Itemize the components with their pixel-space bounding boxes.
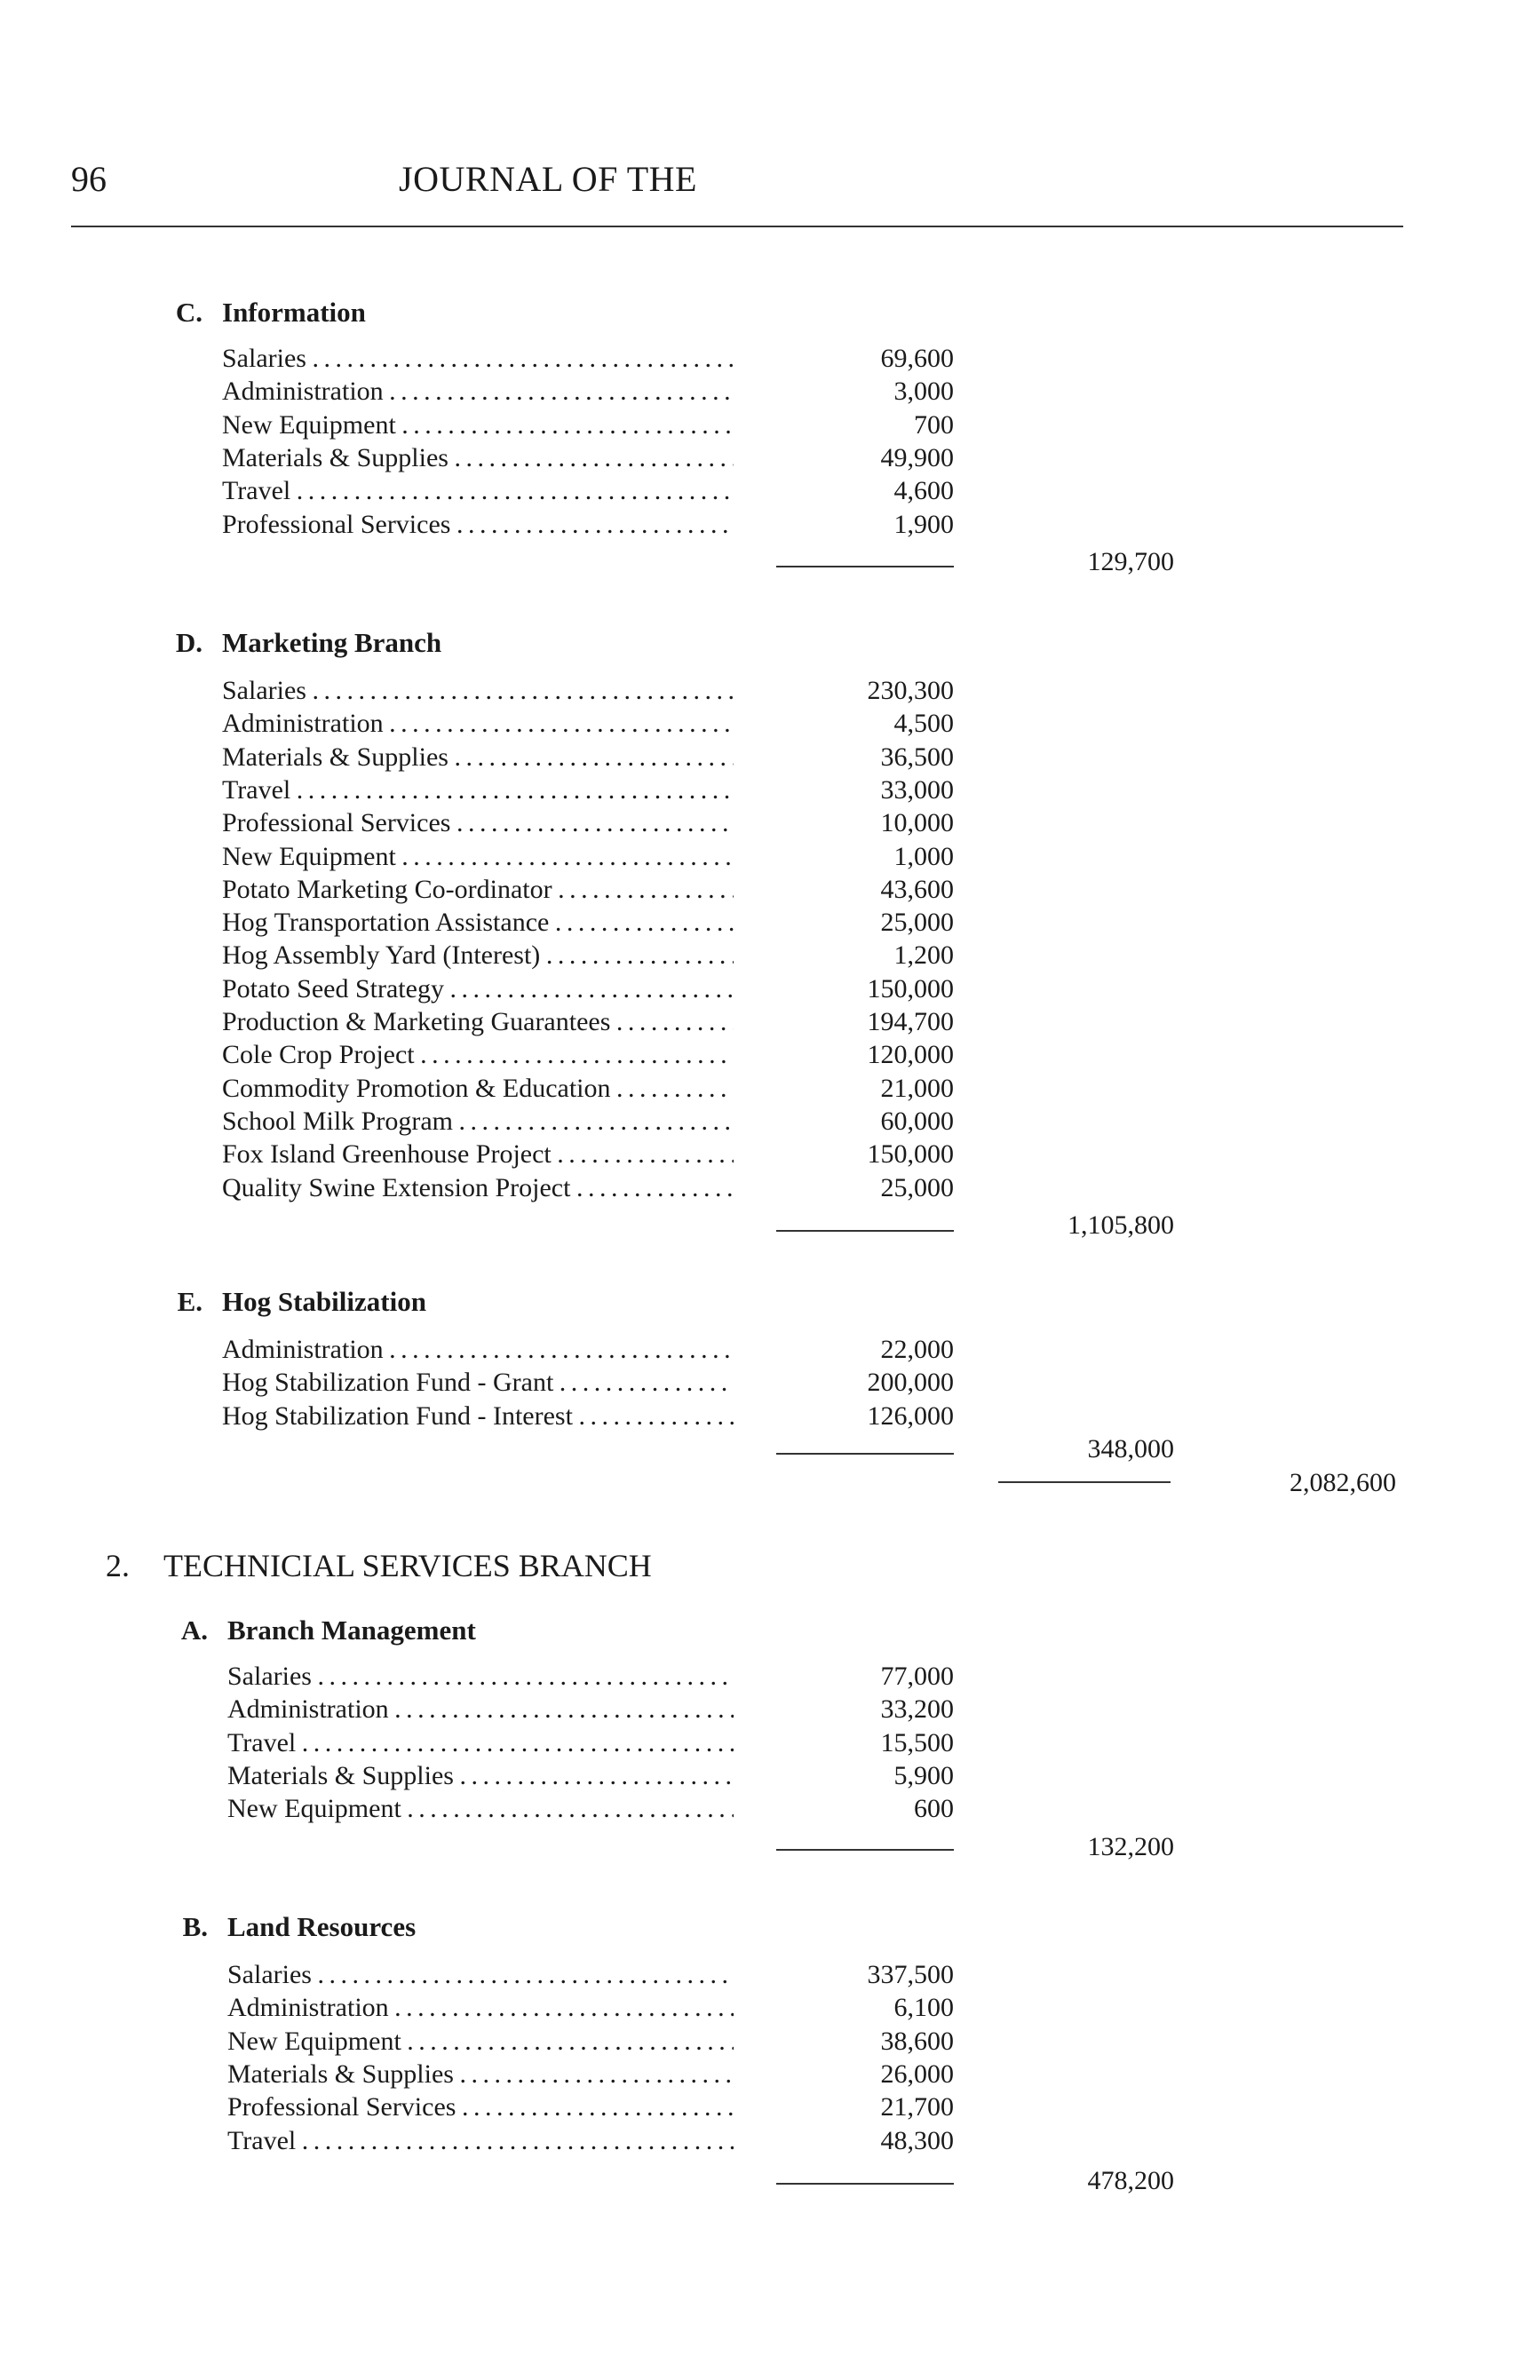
- line-item-label: Commodity Promotion & Education . . .: [222, 1073, 734, 1105]
- line-item-label: Administration . . .: [222, 1334, 734, 1366]
- branch-title: TECHNICIAL SERVICES BRANCH: [163, 1548, 652, 1583]
- subsection-letter: A.: [180, 1614, 208, 1646]
- line-item-label: New Equipment . . .: [227, 2026, 734, 2058]
- line-item-amount: 60,000: [880, 1106, 954, 1136]
- line-item-amount: 26,000: [880, 2059, 954, 2089]
- line-item-label: Quality Swine Extension Project . . .: [222, 1172, 734, 1204]
- line-item-amount: 49,900: [880, 442, 954, 472]
- subsection-title: Hog Stabilization: [222, 1286, 426, 1317]
- line-item-amount: 25,000: [880, 908, 954, 938]
- line-item-amount: 6,100: [893, 1993, 954, 2023]
- line-item-label: Hog Assembly Yard (Interest) . . .: [222, 940, 734, 972]
- line-item-label: Professional Services . . .: [227, 2091, 734, 2123]
- line-item-label: Potato Marketing Co-ordinator . . .: [222, 874, 734, 906]
- line-item-label: Administration . . .: [227, 1694, 734, 1726]
- line-item-label: Materials & Supplies . . .: [227, 1760, 734, 1792]
- line-item-label: Administration . . .: [227, 1992, 734, 2024]
- subsection-letter: C.: [175, 297, 202, 328]
- subsection-heading: [177, 1286, 426, 1318]
- line-item-amount: 150,000: [867, 1139, 954, 1170]
- subsection-subtotal: 1,105,800: [1068, 1210, 1174, 1240]
- line-item-label: Professional Services . . .: [222, 509, 734, 541]
- subtotal-rule: [776, 1230, 954, 1232]
- line-item-amount: 3,000: [893, 377, 954, 407]
- branch-heading: [106, 1547, 652, 1584]
- line-item-label: Production & Marketing Guarantees . . .: [222, 1006, 734, 1038]
- subsection-letter: B.: [182, 1911, 208, 1942]
- line-item-amount: 700: [914, 409, 954, 440]
- running-head: JOURNAL OF THE: [399, 159, 697, 199]
- subsection-heading: [175, 297, 366, 329]
- line-item-amount: 43,600: [880, 874, 954, 904]
- line-item-amount: 22,000: [880, 1335, 954, 1364]
- header-rule: [71, 226, 1403, 227]
- line-item-amount: 194,700: [867, 1007, 954, 1036]
- line-item-label: Salaries . . .: [227, 1959, 734, 1991]
- line-item-label: Hog Transportation Assistance . . .: [222, 907, 734, 939]
- line-item-label: Salaries . . .: [222, 675, 734, 707]
- line-item-label: Administration . . .: [222, 376, 734, 408]
- line-item-label: Hog Stabilization Fund - Grant . . .: [222, 1367, 734, 1399]
- subsection-heading: [182, 1911, 417, 1943]
- line-item-label: Travel . . .: [222, 774, 734, 806]
- subsection-heading: [175, 627, 442, 659]
- line-item-label: Materials & Supplies . . .: [222, 742, 734, 774]
- subtotal-rule: [776, 1453, 954, 1455]
- line-item-label: New Equipment . . .: [222, 409, 734, 441]
- line-item-amount: 33,200: [880, 1694, 954, 1725]
- line-item-label: Salaries . . .: [227, 1661, 734, 1693]
- subsection-title: Information: [222, 297, 366, 328]
- subsection-heading: [180, 1614, 476, 1646]
- line-item-amount: 337,500: [867, 1960, 954, 1989]
- subtotal-rule: [776, 2183, 954, 2185]
- line-item-amount: 48,300: [880, 2125, 954, 2155]
- line-item-amount: 1,000: [893, 841, 954, 871]
- line-item-label: Travel . . .: [222, 475, 734, 507]
- subsection-subtotal: 129,700: [1087, 547, 1174, 576]
- line-item-amount: 36,500: [880, 742, 954, 772]
- subsection-title: Branch Management: [227, 1614, 476, 1646]
- subsection-title: Marketing Branch: [222, 627, 442, 658]
- line-item-label: Fox Island Greenhouse Project . . .: [222, 1138, 734, 1170]
- subsection-subtotal: 132,200: [1087, 1832, 1174, 1861]
- line-item-amount: 200,000: [867, 1368, 954, 1398]
- line-item-amount: 25,000: [880, 1172, 954, 1202]
- line-item-label: Travel . . .: [227, 2125, 734, 2157]
- line-item-label: Cole Crop Project . . .: [222, 1039, 734, 1071]
- subsection-letter: E.: [177, 1286, 202, 1317]
- line-item-amount: 21,700: [880, 2092, 954, 2122]
- line-item-amount: 4,600: [893, 476, 954, 506]
- subsection-subtotal: 348,000: [1087, 1434, 1174, 1464]
- subsection-letter: D.: [175, 627, 202, 658]
- subsection-subtotal: 478,200: [1087, 2166, 1174, 2195]
- line-item-amount: 4,500: [893, 709, 954, 739]
- line-item-amount: 33,000: [880, 774, 954, 805]
- line-item-amount: 230,300: [867, 676, 954, 705]
- line-item-amount: 120,000: [867, 1040, 954, 1070]
- line-item-amount: 21,000: [880, 1073, 954, 1103]
- page-number: 96: [71, 159, 107, 199]
- line-item-label: Travel . . .: [227, 1727, 734, 1759]
- line-item-amount: 77,000: [880, 1662, 954, 1691]
- line-item-label: Potato Seed Strategy . . .: [222, 973, 734, 1005]
- branch-number: 2.: [106, 1548, 130, 1583]
- line-item-amount: 126,000: [867, 1400, 954, 1431]
- line-item-amount: 1,200: [893, 940, 954, 971]
- line-item-amount: 150,000: [867, 973, 954, 1004]
- subtotal-rule: [776, 1849, 954, 1851]
- line-item-label: Materials & Supplies . . .: [227, 2059, 734, 2090]
- line-item-label: Hog Stabilization Fund - Interest . . .: [222, 1400, 734, 1432]
- line-item-amount: 38,600: [880, 2026, 954, 2056]
- branch-total-rule: [998, 1481, 1171, 1483]
- subtotal-rule: [776, 566, 954, 567]
- line-item-amount: 15,500: [880, 1727, 954, 1757]
- branch-total: 2,082,600: [1290, 1468, 1396, 1497]
- line-item-label: Administration . . .: [222, 708, 734, 740]
- line-item-amount: 600: [914, 1794, 954, 1824]
- line-item-label: Salaries . . .: [222, 343, 734, 375]
- line-item-label: School Milk Program . . .: [222, 1106, 734, 1138]
- line-item-label: New Equipment . . .: [222, 841, 734, 873]
- line-item-amount: 69,600: [880, 344, 954, 373]
- subsection-title: Land Resources: [227, 1911, 417, 1942]
- line-item-amount: 5,900: [893, 1760, 954, 1790]
- line-item-amount: 10,000: [880, 808, 954, 838]
- line-item-amount: 1,900: [893, 509, 954, 539]
- line-item-label: Materials & Supplies . . .: [222, 442, 734, 474]
- line-item-label: Professional Services . . .: [222, 807, 734, 839]
- line-item-label: New Equipment . . .: [227, 1793, 734, 1825]
